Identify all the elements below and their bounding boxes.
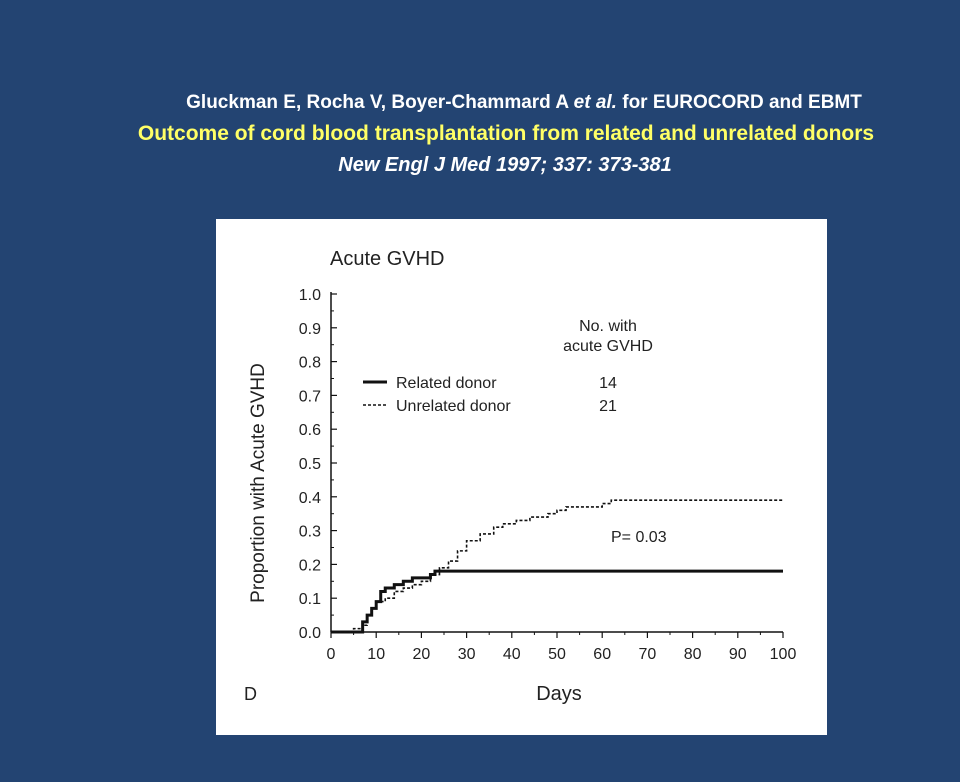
y-tick-label: 0.0	[298, 625, 321, 642]
slide-header	[0, 0, 960, 200]
y-tick-label: 0.5	[298, 456, 321, 473]
y-tick-label: 0.8	[298, 354, 321, 372]
paper-title: Outcome of cord blood transplantation from related and unrelated donors	[137, 122, 875, 145]
y-tick-label: 0.3	[298, 523, 321, 541]
y-tick-label: 0.2	[298, 557, 321, 575]
chart-title: Acute GVHD	[330, 248, 445, 270]
x-tick-label: 60	[593, 646, 612, 663]
legend-unrelated-count: 21	[599, 398, 617, 415]
y-tick-label: 0.6	[298, 422, 321, 440]
x-tick-label: 80	[683, 646, 702, 663]
et-al-text: et al.	[573, 92, 617, 113]
panel-letter: D	[244, 684, 257, 704]
x-tick-label: 0	[326, 646, 336, 663]
y-tick-label: 0.9	[298, 320, 321, 338]
y-tick-label: 1.0	[298, 287, 321, 304]
citation: New Engl J Med 1997; 337: 373-381	[338, 154, 672, 176]
y-axis-label: Proportion with Acute GVHD	[248, 363, 269, 603]
legend-related-label: Related donor	[396, 375, 497, 392]
legend-header-line2: acute GVHD	[563, 338, 653, 355]
p-value-annotation: P= 0.03	[611, 529, 667, 546]
x-axis-label: Days	[536, 683, 582, 705]
series-line-related-donor	[331, 571, 783, 632]
x-tick-label: 70	[638, 646, 657, 663]
x-tick-label: 50	[548, 646, 566, 663]
x-tick-label: 30	[457, 646, 476, 663]
x-tick-label: 10	[367, 646, 386, 663]
legend-unrelated-label: Unrelated donor	[396, 398, 511, 415]
y-tick-label: 0.4	[298, 489, 321, 507]
x-tick-label: 40	[502, 646, 521, 663]
y-tick-label: 0.7	[298, 388, 321, 406]
y-tick-label: 0.1	[298, 591, 321, 609]
x-tick-label: 100	[769, 646, 797, 663]
affiliation-text: for EUROCORD and EBMT	[622, 92, 862, 113]
chart-panel	[216, 219, 827, 735]
x-tick-label: 90	[728, 646, 747, 663]
gvhd-chart	[216, 219, 827, 735]
series-line-unrelated-donor	[331, 500, 783, 632]
authors-line	[0, 92, 960, 114]
legend-header-line1: No. with	[579, 318, 637, 335]
axes-group	[299, 287, 797, 663]
series-group	[331, 500, 783, 632]
x-tick-label: 20	[412, 646, 431, 663]
legend-related-count: 14	[599, 375, 617, 392]
authors-text: Gluckman E, Rocha V, Boyer-Chammard A	[186, 92, 569, 113]
